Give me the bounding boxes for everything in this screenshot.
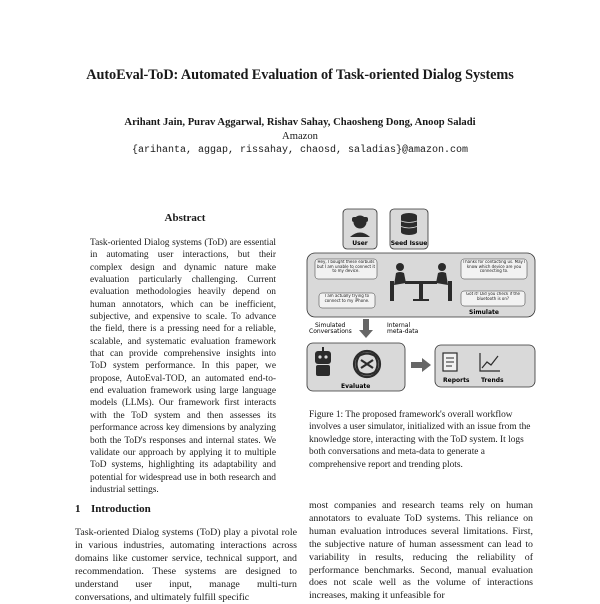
report-icon <box>443 353 457 371</box>
user-block <box>343 209 377 249</box>
author-emails: {arihanta, aggap, rissahay, chaosd, saladias}@amazon.com <box>131 145 469 156</box>
robot-icon <box>315 347 331 376</box>
agent-bubble-1-text: Thanks for contacting us. May I know which device are you connecting to. <box>462 260 526 274</box>
workflow-diagram <box>305 205 537 405</box>
agent-bubble-2 <box>461 291 525 306</box>
evaluate-panel <box>307 343 405 391</box>
figure-workflow <box>305 205 537 405</box>
simulated-conversations-label: Simulated Conversations <box>309 322 352 335</box>
simulation-panel <box>307 253 535 317</box>
seed-issue-label: Seed Issue <box>390 240 428 247</box>
affiliation: Amazon <box>282 131 318 142</box>
agent-bubble-2-text: Got it! Did you check if the bluetooth is on? <box>466 292 520 301</box>
user-bubble-2 <box>319 293 375 308</box>
user-bubble-1-text: Hey, I bought these earbuds but I am unable to connect it to my device. <box>316 260 376 274</box>
introduction-continuation: most companies and research teams rely on human annotators to evaluate ToD systems. This reliance on human evaluation introduces several limitations. First, the subjective nature of human assessment can lead to variability in results, reducing the reliability of performance benchmarks. Second, manual evaluation does not scale well as the volume of interactions increases, making it unfeasible for <box>309 500 533 602</box>
figure-caption: Figure 1: The proposed framework's overall workflow involves a user simulator, initialized with an issue from the knowledge store, interacting with the ToD system. It logs both conversations and meta-data to generate a comprehensive report and trending plots. <box>309 410 531 470</box>
paper-title: AutoEval-ToD: Automated Evaluation of Task-oriented Dialog Systems <box>86 67 514 83</box>
introduction-heading <box>75 503 151 515</box>
section-number: 1 <box>75 503 81 515</box>
abstract-heading: Abstract <box>164 212 206 224</box>
user-bubble-1 <box>315 259 377 279</box>
section-title: Introduction <box>91 503 151 515</box>
database-icon <box>401 213 417 235</box>
abstract-body: Task-oriented Dialog systems (ToD) are essential in automating user interactions, but their complex design and dynamic nature make evaluation particularly challenging. Current evaluation methodologies heavily depend on human annotators, which can be inefficient, subjective, and expensive to scale. To advance the field, there is a pressing need for a reliable, scalable, and systematic evaluation framework that can provide comprehensive insights into ToD system performance. In this paper, we propose, AutoEval-TOD, an automated end-to-end evaluation framework using large language models (LLMs). Our framework first interacts with the ToD system and then assesses its performance across key dimensions by analyzing both the ToD's responses and internal states. We validate our approach by applying it to multiple ToD systems, highlighting its adaptability and potential for widespread use in both research and industrial settings. <box>90 238 276 495</box>
right-arrow-icon <box>411 358 431 372</box>
agent-bubble-1 <box>461 259 527 279</box>
outputs-panel <box>435 345 535 387</box>
user-bubble-2-text: I am actually trying to connect to my iPhone. <box>324 294 370 303</box>
down-arrow-icon <box>359 319 373 338</box>
introduction-body: Task-oriented Dialog systems (ToD) play a pivotal role in various industries, automating interactions across domains like customer service, technical support, and recommendation. These systems are designed to understand user input, manage multi-turn conversations, and ultimately fulfill specific <box>75 527 297 603</box>
evaluate-label: Evaluate <box>341 383 371 390</box>
author-list: Arihant Jain, Purav Aggarwal, Rishav Sahay, Chaosheng Dong, Anoop Saladi <box>124 117 476 128</box>
user-label: User <box>352 240 368 247</box>
simulate-label: Simulate <box>469 309 499 316</box>
reports-label: Reports <box>443 377 470 384</box>
internal-metadata-label: Internal meta-data <box>387 322 419 335</box>
seed-issue-block <box>390 209 428 249</box>
trends-label: Trends <box>481 377 504 384</box>
